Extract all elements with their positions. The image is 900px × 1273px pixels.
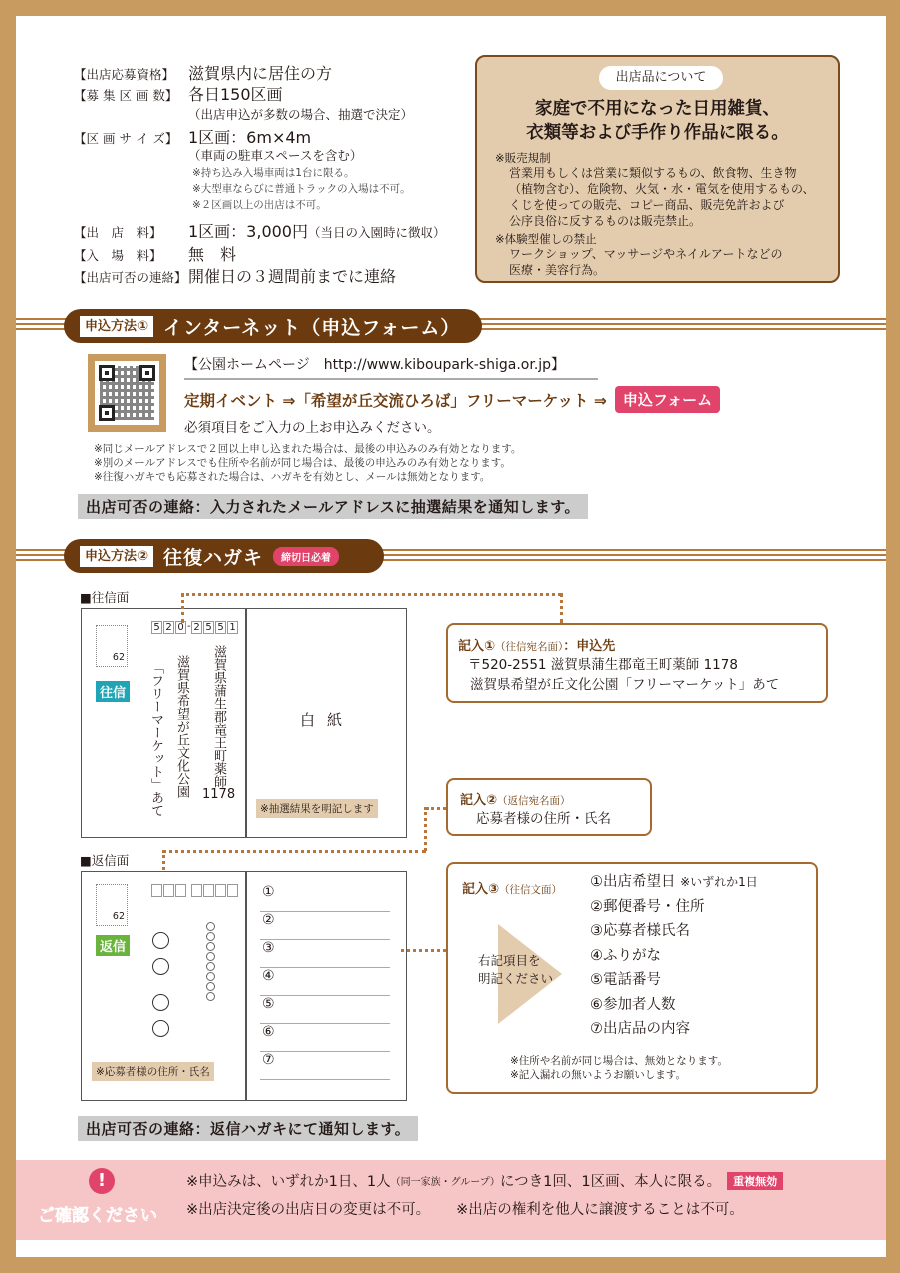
req-admission: 【入 場 料】 無 料 xyxy=(74,245,237,264)
reply-note: ※応募者様の住所・氏名 xyxy=(92,1062,214,1081)
reply-line: ⑤ xyxy=(260,996,390,1024)
fill-title: 記入③（往信文面） xyxy=(462,882,563,897)
name-circle xyxy=(206,992,215,1001)
reply-line: ⑦ xyxy=(260,1052,390,1080)
flyer-page xyxy=(16,16,886,1257)
reply-mark: 返信 xyxy=(96,935,130,956)
zip-code: 5 2 0 - 2 5 5 1 xyxy=(151,621,238,634)
outgoing-note: ※抽選結果を明記します xyxy=(256,799,378,818)
blank-paper-label: 白紙 xyxy=(300,711,355,729)
reply-line: ② xyxy=(260,912,390,940)
connector-line xyxy=(401,949,446,952)
address-line2: 滋賀県希望が丘文化公園 xyxy=(174,655,189,798)
connector-line xyxy=(162,850,426,853)
email-result-bar: 出店可否の連絡：入力されたメールアドレスに抽選結果を通知します。 xyxy=(78,494,588,519)
fill-box-3 xyxy=(446,862,818,1094)
req-size-note: ※大型車ならびに普通トラックの入場は不可。 xyxy=(192,183,411,195)
experience-title: ※体験型催しの禁止 xyxy=(495,232,597,246)
sales-rule-title: ※販売規制 xyxy=(495,151,551,165)
fill-title: 記入②（返信宛名面） xyxy=(460,793,571,808)
stamp-box: 62 xyxy=(96,625,128,667)
reply-line: ③ xyxy=(260,940,390,968)
req-size-sub: （車両の駐車スペースを含む） xyxy=(188,148,363,163)
input-instruction: 必須項目をご入力の上お申込みください。 xyxy=(184,420,441,436)
method-tag: 申込方法① xyxy=(80,316,153,337)
name-circle xyxy=(206,922,215,931)
fill-box-1 xyxy=(446,623,828,703)
name-circle xyxy=(206,932,215,941)
req-size-note: ※持ち込み入場車両は1台に限る。 xyxy=(192,167,355,179)
zip-code-blank xyxy=(151,884,238,897)
reply-line: ① xyxy=(260,884,390,912)
req-slots-sub: （出店申込が多数の場合、抽選で決定） xyxy=(188,107,414,122)
connector-line xyxy=(181,593,184,623)
req-size-note: ※２区画以上の出店は不可。 xyxy=(192,199,327,211)
email-notes: ※同じメールアドレスで２回以上申し込まれた場合は、最後の申込みのみ有効となります。 ※別のメールアドレスでも住所や名前が同じ場合は、最後の申込みのみ有効となります。 ※往復ハガキでも応募された場合は、ハガキを有効とし、メールは無効となります。 xyxy=(94,443,522,483)
confirm-band xyxy=(16,1160,886,1240)
items-headline: 衣類等および手作り作品に限る。 xyxy=(526,123,789,143)
divider xyxy=(184,378,598,380)
connector-line xyxy=(560,593,563,623)
items-pill: 出店品について xyxy=(599,66,723,90)
homepage-url[interactable]: 【公園ホームページ http://www.kiboupark-shiga.or.jp】 xyxy=(184,357,566,373)
section-header-postcard xyxy=(64,539,384,573)
section-header-internet xyxy=(64,309,482,343)
confirm-line-2: ※出店決定後の出店日の変更は不可。 ※出店の権利を他人に譲渡することは不可。 xyxy=(186,1202,744,1218)
connector-line xyxy=(426,807,446,810)
connector-line xyxy=(181,593,561,596)
fill-address-line2: 滋賀県希望が丘文化公園「フリーマーケット」あて xyxy=(470,677,780,693)
items-info-box xyxy=(475,55,840,283)
experience-body: ワークショップ、マッサージやネイルアートなどの 医療・美容行為。 xyxy=(509,247,783,277)
address-circle xyxy=(152,1020,169,1037)
method-title: 往復ハガキ xyxy=(163,546,264,569)
method-tag: 申込方法② xyxy=(80,546,153,567)
outgoing-postcard xyxy=(81,608,407,838)
address-circle xyxy=(152,958,169,975)
address-number: 1178 xyxy=(202,787,236,802)
req-fee: 【出 店 料】 1区画：3,000円 （当日の入園時に徴収） xyxy=(74,222,446,241)
req-slots: 【募 集 区 画 数】 各日150区画 xyxy=(74,85,283,104)
confirm-label: ご確認ください xyxy=(38,1206,157,1226)
postcard-result-bar: 出店可否の連絡：返信ハガキにて通知します。 xyxy=(78,1116,418,1141)
method-title: インターネット（申込フォーム） xyxy=(163,316,461,339)
sales-rule-body: 営業用もしくは営業に類似するもの、飲食物、生き物 （植物含む）、危険物、火気・水・電気を使用するもの、 くじを使っての販売、コピー商品、販売免許および 公序良俗に反するものは販売禁止。 xyxy=(509,166,815,228)
exclamation-icon: ! xyxy=(89,1168,115,1194)
outgoing-label: ■往信面 xyxy=(80,590,130,605)
name-circle xyxy=(206,972,215,981)
address-line3: 「フリーマーケット」あて xyxy=(148,661,163,817)
req-eligibility: 【出店応募資格】 滋賀県内に居住の方 xyxy=(74,64,333,83)
fill-address-line1: 〒520-2551 滋賀県蒲生郡竜王町薬師 1178 xyxy=(468,657,738,673)
address-line1: 滋賀県蒲生郡竜王町薬師 xyxy=(211,645,226,788)
name-circle xyxy=(206,982,215,991)
items-headline: 家庭で不用になった日用雑貨、 xyxy=(535,99,780,119)
fill-title: 記入①（往信宛名面）：申込先 xyxy=(458,639,616,654)
name-circle xyxy=(206,952,215,961)
deadline-badge: 締切日必着 xyxy=(273,547,339,566)
fill-notes: ※住所や名前が同じ場合は、無効となります。 ※記入漏れの無いようお願いします。 xyxy=(510,1055,728,1081)
reply-line: ④ xyxy=(260,968,390,996)
fill-body: 応募者様の住所・氏名 xyxy=(476,811,611,827)
confirm-line-1: ※申込みは、いずれか1日、1人 （同一家族・グループ） につき1回、1区画、本人に限る。 重複無効 xyxy=(186,1170,783,1191)
navigation-route: 定期イベント ⇒「希望が丘交流ひろば」フリーマーケット ⇒ 申込フォーム xyxy=(184,386,720,413)
duplicate-invalid-badge: 重複無効 xyxy=(727,1172,783,1190)
req-size: 【区 画 サ イ ズ】 1区画：6m×4m xyxy=(74,128,312,147)
required-items-list: ①出店希望日 ※いずれか1日 ②郵便番号・住所 ③応募者様氏名 ④ふりがな ⑤電話番号 ⑥参加者人数 ⑦出店品の内容 xyxy=(590,874,758,1037)
arrow-text: 右記項目を 明記ください xyxy=(478,953,554,986)
req-notice: 【出店可否の連絡】 開催日の３週間前までに連絡 xyxy=(74,267,397,286)
apply-form-button[interactable]: 申込フォーム xyxy=(615,386,720,413)
connector-line xyxy=(424,807,427,851)
outgoing-mark: 往信 xyxy=(96,681,130,702)
name-circle xyxy=(206,962,215,971)
fill-box-2 xyxy=(446,778,652,836)
address-circle xyxy=(152,994,169,1011)
name-circle xyxy=(206,942,215,951)
qr-code[interactable] xyxy=(88,354,166,432)
reply-line: ⑥ xyxy=(260,1024,390,1052)
stamp-box: 62 xyxy=(96,884,128,926)
reply-label: ■返信面 xyxy=(80,853,130,868)
address-circle xyxy=(152,932,169,949)
